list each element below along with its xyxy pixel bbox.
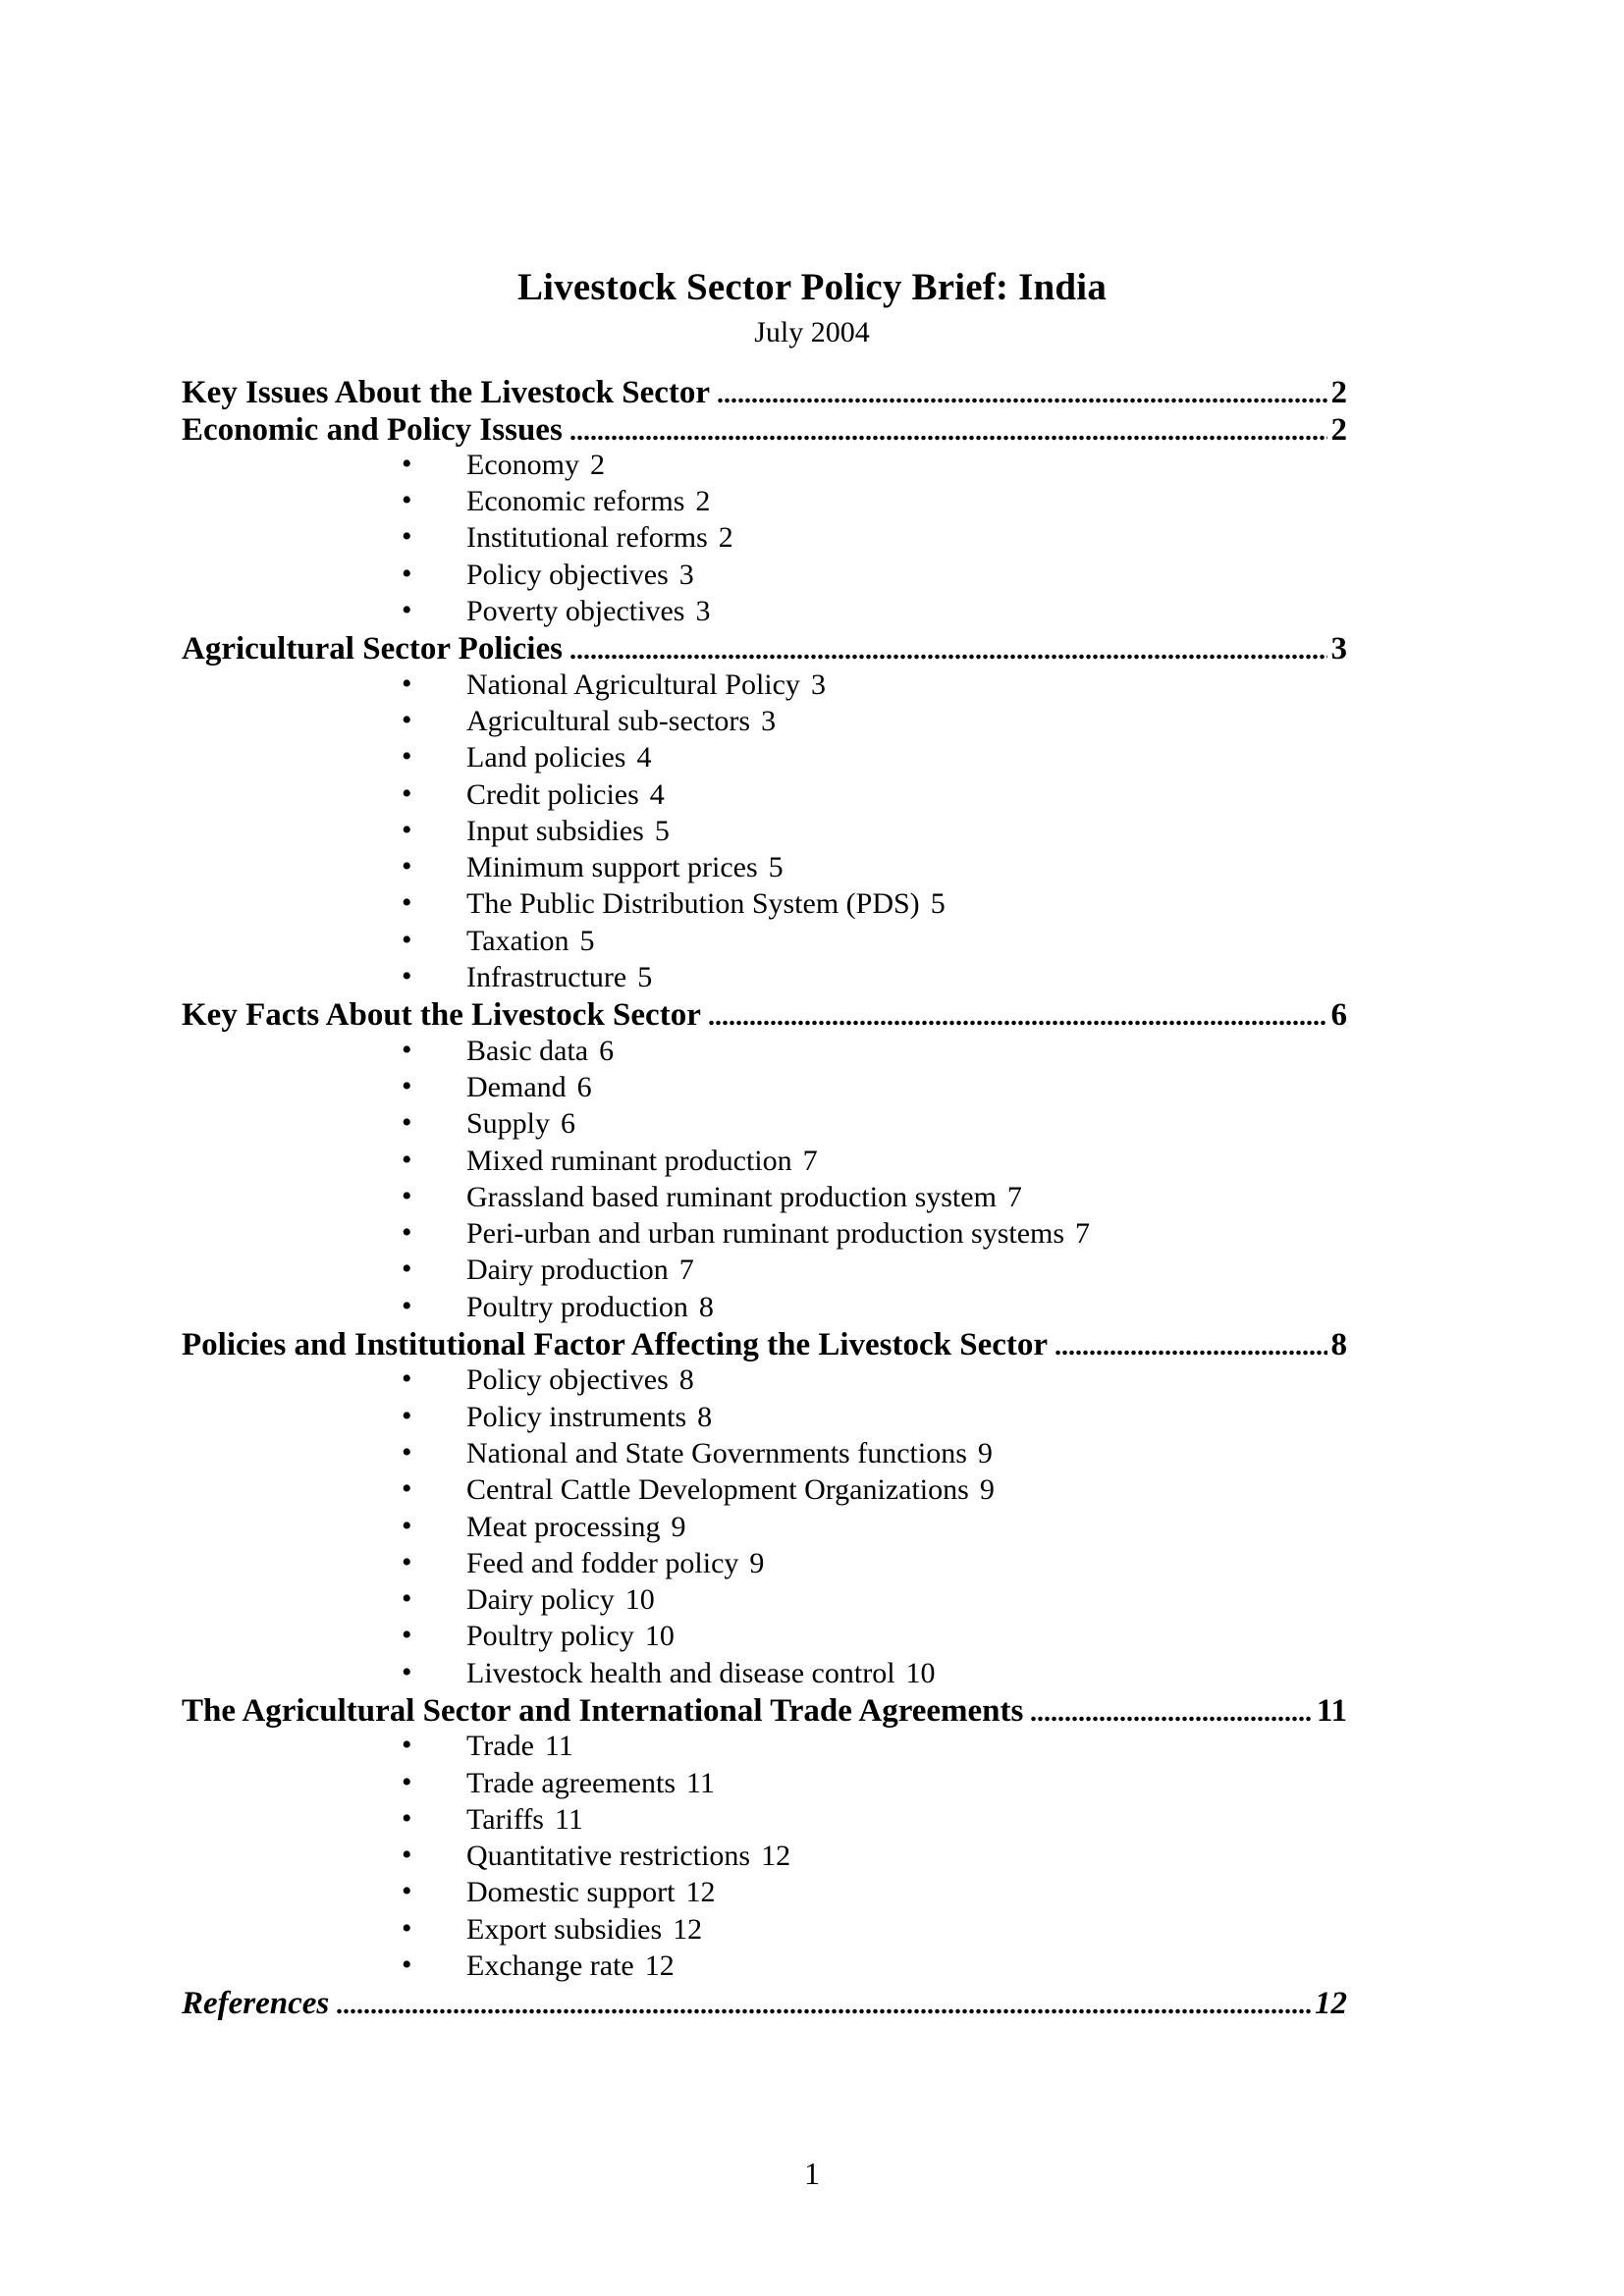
- toc-entry: [292, 1619, 675, 1656]
- bullet-icon: •: [402, 1216, 412, 1250]
- toc-entry-label: Economic reforms: [466, 485, 685, 518]
- toc-entry: [292, 740, 652, 777]
- toc-entry: [292, 1875, 716, 1912]
- toc-entry: [292, 886, 946, 924]
- toc-entry-page-number: 10: [644, 1620, 675, 1653]
- toc-entry-page-number: 12: [761, 1840, 791, 1873]
- toc-entry-page-number: 9: [979, 1473, 995, 1507]
- bullet-icon: •: [402, 886, 412, 920]
- toc-entry-label: Credit policies: [466, 777, 639, 811]
- toc-entry-page-number: 9: [671, 1510, 686, 1543]
- toc-entry: [292, 703, 777, 741]
- toc-entry-page-number: 4: [649, 777, 665, 811]
- toc-entry-page-number: 11: [1316, 1692, 1347, 1729]
- bullet-icon: •: [402, 813, 412, 846]
- toc-entry-page-number: 2: [695, 485, 711, 518]
- toc-entry: [292, 1765, 715, 1802]
- toc-entry: [182, 1693, 1347, 1730]
- toc-entry-label: Export subsidies: [466, 1912, 663, 1946]
- toc-entry-page-number: 3: [695, 595, 711, 628]
- toc-entry-label: Exchange rate: [466, 1949, 634, 1983]
- toc-entry: [292, 850, 784, 887]
- bullet-icon: •: [402, 1106, 412, 1140]
- toc-entry-label: Peri-urban and urban ruminant production systems: [466, 1217, 1065, 1251]
- toc-entry: [292, 1911, 703, 1949]
- toc-entry: [182, 411, 1347, 448]
- dot-leader: [569, 435, 1327, 441]
- bullet-icon: •: [402, 1179, 412, 1212]
- toc-entry-label: Policy instruments: [466, 1400, 687, 1433]
- toc-entry: [292, 1839, 791, 1876]
- toc-entry-label: Key Facts About the Livestock Sector: [182, 997, 701, 1034]
- bullet-icon: •: [402, 447, 412, 480]
- bullet-icon: •: [402, 1069, 412, 1102]
- bullet-icon: •: [402, 1545, 412, 1578]
- toc-entry: [292, 1289, 714, 1326]
- bullet-icon: •: [402, 1509, 412, 1542]
- toc-entry-page-number: 6: [599, 1034, 615, 1067]
- table-of-contents: [182, 375, 1347, 2022]
- toc-entry-label: The Public Distribution System (PDS): [466, 887, 920, 921]
- toc-entry-page-number: 3: [761, 704, 777, 737]
- toc-entry-label: Grassland based ruminant production system: [466, 1180, 997, 1213]
- toc-entry-label: Central Cattle Development Organizations: [466, 1473, 969, 1507]
- toc-entry-page-number: 12: [673, 1912, 703, 1946]
- toc-entry-label: Agricultural sub-sectors: [466, 704, 751, 737]
- toc-entry: [292, 1545, 765, 1583]
- toc-entry: [292, 520, 733, 558]
- toc-entry: [292, 1472, 995, 1510]
- toc-entry: [292, 1729, 573, 1766]
- toc-entry-label: Policies and Institutional Factor Affecting the Livestock Sector: [182, 1327, 1049, 1363]
- toc-entry-label: Infrastructure: [466, 961, 627, 994]
- document-header: [0, 0, 1624, 349]
- bullet-icon: •: [402, 557, 412, 590]
- toc-entry: [292, 1179, 1022, 1217]
- toc-entry: [292, 1362, 694, 1400]
- toc-entry-page-number: 10: [624, 1583, 655, 1617]
- toc-entry-label: Domestic support: [466, 1876, 676, 1909]
- toc-entry-page-number: 6: [576, 1070, 592, 1103]
- toc-entry-page-number: 2: [718, 521, 733, 555]
- bullet-icon: •: [402, 850, 412, 883]
- bullet-icon: •: [402, 1253, 412, 1286]
- toc-entry-label: Mixed ruminant production: [466, 1144, 792, 1177]
- bullet-icon: •: [402, 740, 412, 774]
- toc-entry: [292, 1399, 713, 1436]
- toc-entry-label: Supply: [466, 1107, 551, 1141]
- toc-entry: [182, 1327, 1347, 1363]
- dot-leader: [717, 398, 1326, 403]
- bullet-icon: •: [402, 667, 412, 700]
- bullet-icon: •: [402, 1729, 412, 1762]
- toc-entry-label: National Agricultural Policy: [466, 667, 800, 701]
- toc-entry-page-number: 7: [1075, 1217, 1091, 1251]
- toc-entry: [292, 1509, 686, 1546]
- toc-entry-page-number: 12: [1315, 1986, 1347, 2022]
- toc-entry-label: Demand: [466, 1070, 567, 1103]
- document-date: July 2004: [754, 316, 870, 348]
- bullet-icon: •: [402, 1399, 412, 1432]
- toc-entry: [182, 631, 1347, 667]
- bullet-icon: •: [402, 776, 412, 810]
- toc-entry-page-number: 3: [810, 667, 826, 701]
- toc-entry: [292, 1106, 576, 1144]
- page-title: Livestock Sector Policy Brief: India: [516, 266, 1108, 308]
- toc-entry-label: Poultry production: [466, 1290, 688, 1323]
- bullet-icon: •: [402, 1839, 412, 1872]
- bullet-icon: •: [402, 1033, 412, 1066]
- toc-entry-label: Poultry policy: [466, 1620, 634, 1653]
- toc-entry: [292, 1253, 694, 1290]
- toc-entry-label: The Agricultural Sector and International Trade Agreements: [182, 1692, 1024, 1729]
- dot-leader: [708, 1020, 1327, 1026]
- toc-entry-page-number: 2: [1330, 411, 1347, 448]
- toc-entry-page-number: 7: [678, 1254, 694, 1287]
- toc-entry: [292, 1143, 818, 1180]
- toc-entry-page-number: 7: [802, 1144, 818, 1177]
- toc-entry: [292, 1949, 675, 1986]
- toc-entry-label: Meat processing: [466, 1510, 661, 1543]
- toc-entry-label: Tariffs: [466, 1802, 544, 1836]
- toc-entry-page-number: 9: [749, 1546, 765, 1579]
- toc-entry-page-number: 7: [1006, 1180, 1022, 1213]
- toc-entry: [292, 447, 605, 485]
- toc-entry-page-number: 10: [905, 1656, 936, 1689]
- toc-entry-page-number: 5: [579, 924, 595, 957]
- bullet-icon: •: [402, 1143, 412, 1176]
- toc-entry-page-number: 11: [686, 1766, 715, 1799]
- toc-entry: [292, 1435, 993, 1473]
- toc-entry-label: Trade: [466, 1730, 534, 1763]
- bullet-icon: •: [402, 1801, 412, 1835]
- bullet-icon: •: [402, 1362, 412, 1396]
- toc-entry: [292, 1655, 936, 1692]
- toc-entry-label: Economy: [466, 448, 579, 481]
- toc-entry-page-number: 2: [1330, 375, 1347, 411]
- toc-entry-label: References: [182, 1986, 330, 2022]
- toc-entry: [182, 1986, 1347, 2022]
- bullet-icon: •: [402, 1435, 412, 1468]
- toc-entry-page-number: 8: [678, 1363, 694, 1397]
- toc-entry-label: National and State Governments functions: [466, 1436, 967, 1469]
- bullet-icon: •: [402, 1655, 412, 1688]
- toc-entry: [292, 960, 653, 997]
- bullet-icon: •: [402, 1875, 412, 1908]
- toc-entry: [292, 813, 670, 851]
- bullet-icon: •: [402, 1911, 412, 1945]
- toc-entry: [292, 1582, 655, 1620]
- toc-entry-page-number: 5: [930, 887, 946, 921]
- toc-entry-label: Feed and fodder policy: [466, 1546, 739, 1579]
- bullet-icon: •: [402, 1765, 412, 1798]
- toc-entry-label: Basic data: [466, 1034, 589, 1067]
- toc-entry-label: Minimum support prices: [466, 851, 758, 884]
- toc-entry-label: Policy objectives: [466, 558, 669, 591]
- toc-entry-label: Taxation: [466, 924, 569, 957]
- toc-entry-page-number: 5: [654, 814, 670, 847]
- toc-entry-label: Key Issues About the Livestock Sector: [182, 375, 711, 411]
- bullet-icon: •: [402, 484, 412, 517]
- toc-entry: [292, 1033, 615, 1070]
- toc-entry-page-number: 5: [637, 961, 653, 994]
- toc-entry: [292, 557, 694, 594]
- toc-entry-page-number: 6: [1330, 997, 1347, 1034]
- bullet-icon: •: [402, 1949, 412, 1982]
- bullet-icon: •: [402, 1619, 412, 1652]
- toc-entry-label: Input subsidies: [466, 814, 644, 847]
- toc-entry-page-number: 11: [544, 1730, 573, 1763]
- toc-entry: [292, 1069, 592, 1107]
- toc-entry-page-number: 8: [698, 1290, 714, 1323]
- toc-entry-page-number: 8: [1330, 1327, 1347, 1363]
- toc-entry-page-number: 3: [1330, 631, 1347, 667]
- toc-entry: [292, 1801, 583, 1840]
- page-number-footer: 1: [804, 2156, 820, 2191]
- toc-entry-page-number: 5: [768, 851, 784, 884]
- toc-entry-label: Trade agreements: [466, 1766, 676, 1799]
- bullet-icon: •: [402, 1472, 412, 1506]
- bullet-icon: •: [402, 923, 412, 956]
- toc-entry-label: Dairy policy: [466, 1583, 615, 1617]
- toc-entry-label: Livestock health and disease control: [466, 1656, 895, 1689]
- dot-leader: [569, 654, 1327, 660]
- dot-leader: [336, 2008, 1311, 2014]
- toc-entry: [292, 923, 595, 960]
- bullet-icon: •: [402, 703, 412, 736]
- toc-entry: [292, 594, 711, 631]
- toc-entry-label: Quantitative restrictions: [466, 1840, 751, 1873]
- toc-entry-label: Economic and Policy Issues: [182, 411, 563, 448]
- toc-entry-page-number: 2: [589, 448, 605, 481]
- toc-entry-label: Policy objectives: [466, 1363, 669, 1397]
- toc-entry-label: Poverty objectives: [466, 595, 685, 628]
- toc-entry-label: Land policies: [466, 741, 626, 774]
- toc-entry-page-number: 3: [678, 558, 694, 591]
- toc-entry: [292, 776, 665, 814]
- toc-entry-page-number: 12: [644, 1949, 675, 1983]
- toc-entry: [292, 484, 711, 521]
- toc-entry-page-number: 4: [636, 741, 652, 774]
- toc-entry-page-number: 12: [685, 1876, 716, 1909]
- toc-entry-label: Dairy production: [466, 1254, 669, 1287]
- toc-entry-page-number: 9: [977, 1436, 993, 1469]
- toc-entry-label: Agricultural Sector Policies: [182, 631, 563, 667]
- bullet-icon: •: [402, 1289, 412, 1322]
- toc-entry: [182, 997, 1347, 1034]
- bullet-icon: •: [402, 520, 412, 554]
- bullet-icon: •: [402, 1582, 412, 1616]
- toc-entry-page-number: 6: [561, 1107, 576, 1141]
- dot-leader: [1030, 1716, 1312, 1722]
- toc-entry: [292, 667, 826, 704]
- toc-entry-page-number: 8: [697, 1400, 713, 1433]
- toc-entry-page-number: 11: [554, 1802, 583, 1836]
- toc-entry: [182, 375, 1347, 411]
- dot-leader: [1055, 1350, 1326, 1356]
- bullet-icon: •: [402, 960, 412, 993]
- bullet-icon: •: [402, 594, 412, 627]
- toc-entry-label: Institutional reforms: [466, 521, 708, 555]
- toc-entry: [292, 1216, 1091, 1254]
